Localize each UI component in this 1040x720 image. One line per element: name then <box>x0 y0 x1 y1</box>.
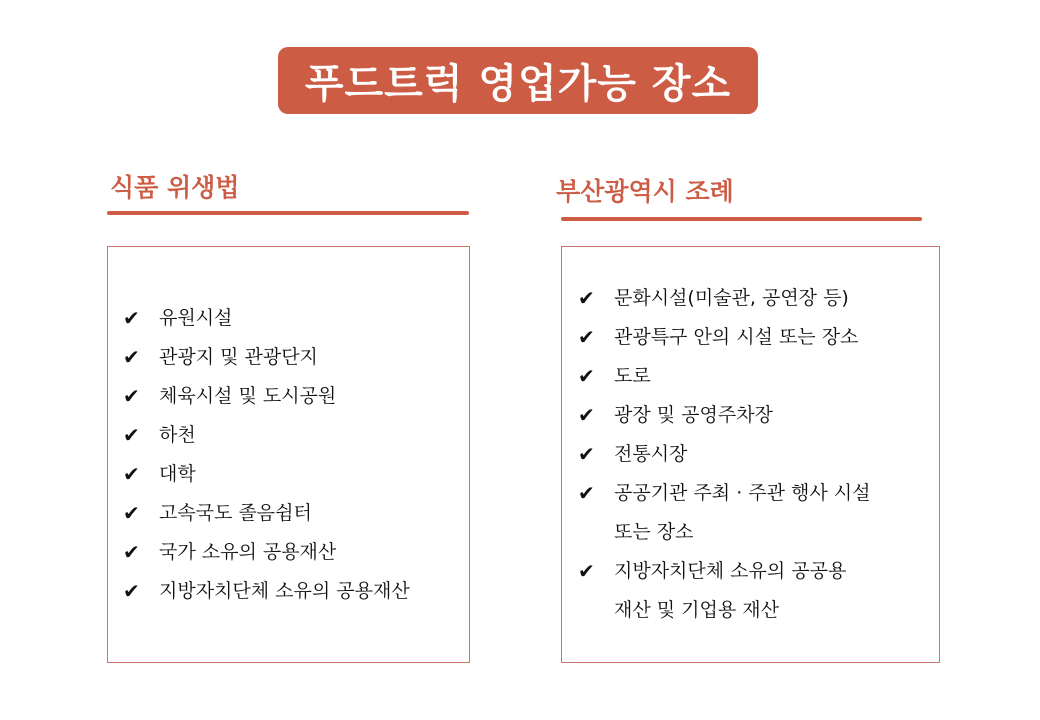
list-item: ✔ 관광지 및 관광단지 <box>123 338 410 377</box>
list-item: ✔ 지방자치단체 소유의 공공용 <box>578 552 871 591</box>
list-item: ✔ 관광특구 안의 시설 또는 장소 <box>578 318 871 357</box>
left-heading-underline <box>107 211 469 215</box>
list-item: ✔ 국가 소유의 공용재산 <box>123 533 410 572</box>
check-icon: ✔ <box>578 325 595 349</box>
list-item: ✔ 광장 및 공영주차장 <box>578 396 871 435</box>
left-heading: 식품 위생법 <box>110 173 240 202</box>
check-icon: ✔ <box>123 423 140 447</box>
page-title: 푸드트럭 영업가능 장소 <box>278 47 758 114</box>
list-item: ✔ 문화시설(미술관, 공연장 등) <box>578 279 871 318</box>
check-icon: ✔ <box>578 364 595 388</box>
right-list <box>578 279 871 630</box>
list-item: ✔ 대학 <box>123 455 410 494</box>
list-item: ✔ 전통시장 <box>578 435 871 474</box>
list-item: ✔ 지방자치단체 소유의 공용재산 <box>123 572 410 611</box>
check-icon: ✔ <box>123 462 140 486</box>
check-icon: ✔ <box>578 442 595 466</box>
check-icon: ✔ <box>578 403 595 427</box>
list-item-continuation: 또는 장소 <box>614 521 694 543</box>
check-icon: ✔ <box>578 481 595 505</box>
check-icon: ✔ <box>123 579 140 603</box>
list-item: ✔ 체육시설 및 도시공원 <box>123 377 410 416</box>
right-heading-underline <box>561 217 922 221</box>
check-icon: ✔ <box>578 559 595 583</box>
list-item: ✔ 공공기관 주최 · 주관 행사 시설 <box>578 474 871 513</box>
list-item: ✔ 유원시설 <box>123 299 410 338</box>
check-icon: ✔ <box>123 501 140 525</box>
list-item-continuation: 재산 및 기업용 재산 <box>614 599 779 621</box>
list-item: ✔ 도로 <box>578 357 871 396</box>
list-item: ✔ 고속국도 졸음쉼터 <box>123 494 410 533</box>
check-icon: ✔ <box>123 540 140 564</box>
check-icon: ✔ <box>123 384 140 408</box>
list-item: ✔ 하천 <box>123 416 410 455</box>
right-heading: 부산광역시 조례 <box>556 177 734 206</box>
left-list <box>123 299 410 611</box>
check-icon: ✔ <box>123 306 140 330</box>
check-icon: ✔ <box>123 345 140 369</box>
check-icon: ✔ <box>578 286 595 310</box>
